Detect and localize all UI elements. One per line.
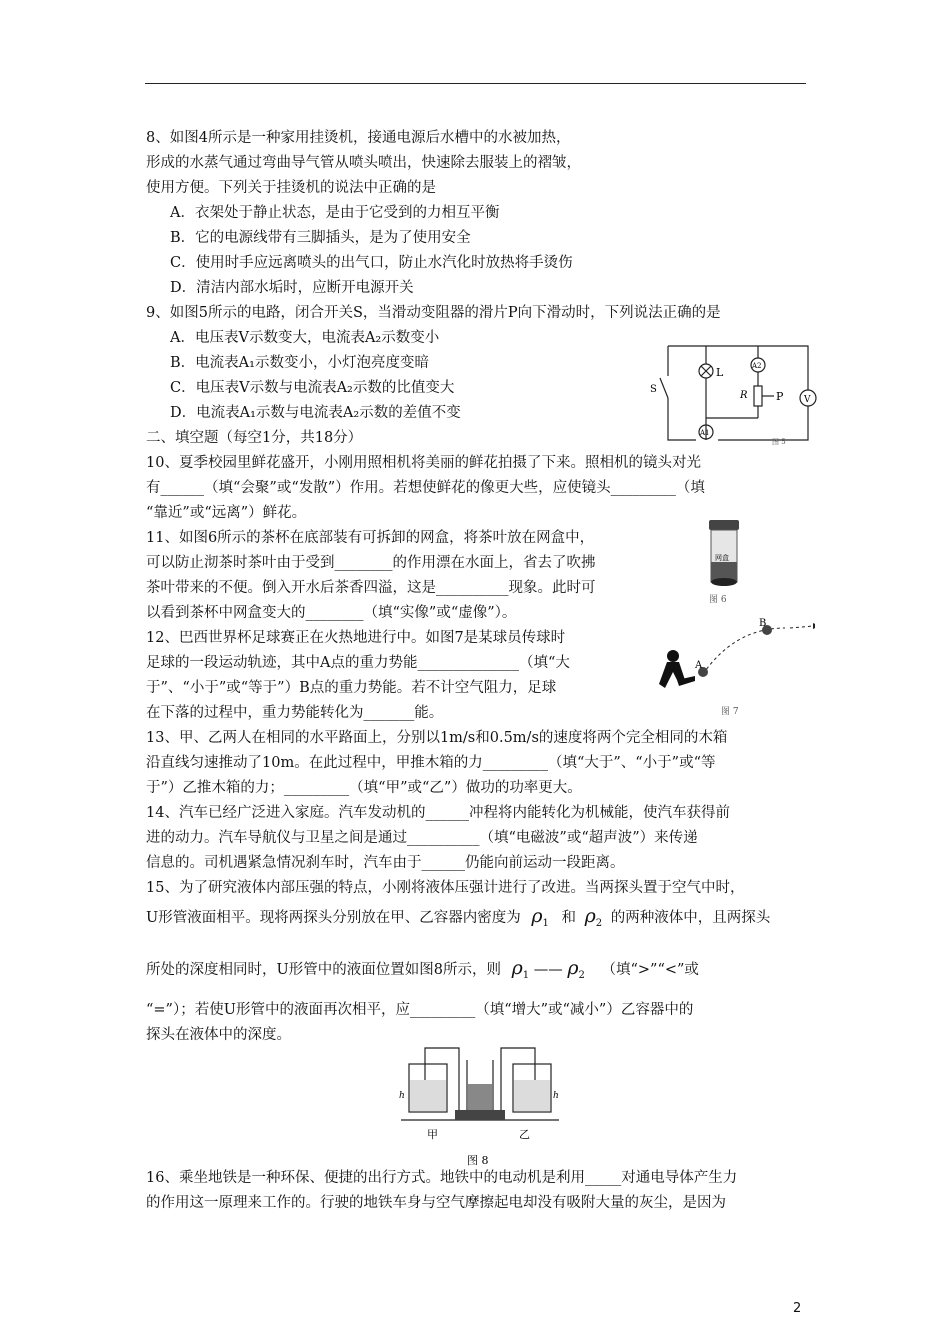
depth-right-label: h	[553, 1091, 559, 1101]
net-box-label: 网盒	[715, 554, 729, 562]
voltmeter-label: V	[804, 395, 811, 405]
q8-line-1: 8、如图4所示是一种家用挂烫机，接通电源后水槽中的水被加热，	[146, 130, 571, 146]
q15-text-c: 所处的深度相同时，U形管中的液面位置如图8所示，则	[146, 962, 501, 978]
player-silhouette	[659, 650, 695, 688]
figure-5-circuit	[640, 340, 825, 450]
q11-line-3: 茶叶带来的不便。倒入开水后茶香四溢，这是__________现象。此时可	[146, 580, 596, 596]
rho-symbol: ρ	[511, 957, 523, 979]
q9-option-c: C．电压表V示数与电流表A₂示数的比值变大	[170, 380, 455, 396]
header-rule	[145, 83, 806, 84]
rho-sub: 1	[522, 969, 530, 981]
q11-line-1: 11、如图6所示的茶杯在底部装有可拆卸的网盒，将茶叶放在网盒中，	[146, 530, 595, 546]
q8-line-2: 形成的水蒸气通过弯曲导气管从喷头喷出，快速除去服装上的褶皱，	[146, 155, 581, 171]
q15-text-d: （填“>”“<”或	[601, 962, 699, 978]
q9-option-b: B．电流表A₁示数变小，小灯泡亮度变暗	[170, 355, 429, 371]
q16-line-2: 的作用这一原理来工作的。行驶的地铁车身与空气摩擦起电却没有吸附大量的灰尘，是因为	[146, 1195, 726, 1211]
rho-sub: 2	[595, 917, 603, 929]
q14-line-2: 进的动力。汽车导航仪与卫星之间是通过__________（填“电磁波”或“超声波”）来传递	[146, 830, 698, 846]
q15-and: 和	[561, 910, 576, 926]
q13-line-1: 13、甲、乙两人在相同的水平路面上，分别以1m/s和0.5m/s的速度将两个完全相同的木箱	[146, 730, 728, 746]
figure-7-trajectory	[655, 618, 815, 718]
rho-symbol: ρ	[531, 905, 543, 927]
q8-option-c: C．使用时手应远离喷头的出气口，防止水汽化时放热将手烫伤	[170, 255, 573, 271]
container-right-label: 乙	[519, 1128, 530, 1141]
container-left-label: 甲	[427, 1128, 438, 1141]
q14-line-1: 14、汽车已经广泛进入家庭。汽车发动机的______冲程将内能转化为机械能，使汽车获得前	[146, 805, 730, 821]
switch-label: S	[650, 384, 657, 395]
page-number: 2	[793, 1301, 802, 1316]
q14-line-3: 信息的。司机遇紧急情况刹车时，汽车由于______仍能向前运动一段距离。	[146, 855, 625, 871]
q15-line-4: “=”）；若使U形管中的液面再次相平，应_________（填“增大”或“减小”）乙容器中的	[146, 1002, 694, 1018]
q10-line-3: “靠近”或“远离”）鲜花。	[146, 505, 307, 521]
q15-line-5: 探头在液体中的深度。	[146, 1027, 291, 1043]
figure-8-pressure-gauge	[395, 1040, 565, 1170]
figure-7-caption: 图 7	[721, 707, 739, 717]
q11-line-2: 可以防止沏茶时茶叶由于受到________的作用漂在水面上，省去了吹拂	[146, 555, 596, 571]
q12-line-1: 12、巴西世界杯足球赛正在火热地进行中。如图7是某球员传球时	[146, 630, 566, 646]
q9-option-a: A．电压表V示数变大，电流表A₂示数变小	[170, 330, 440, 346]
q13-line-2: 沿直线匀速推动了10m。在此过程中，甲推木箱的力_________（填“大于”、“小于”或“等	[146, 755, 716, 771]
slider-label: P	[776, 390, 784, 403]
point-b-label: B	[759, 618, 767, 629]
rho-symbol: ρ	[584, 905, 596, 927]
figure-6-caption: 图 6	[709, 595, 727, 605]
figure-5-caption: 图 5	[772, 438, 786, 446]
section-heading: 二、填空题（每空1分，共18分）	[146, 430, 363, 446]
answer-blank: ——	[533, 962, 563, 978]
ammeter-1-label: A1	[700, 429, 710, 437]
q15-text-b: 的两种液体中，且两探头	[610, 910, 771, 926]
q12-line-3: 于”、“小于”或“等于”）B点的重力势能。若不计空气阻力，足球	[146, 680, 557, 696]
q8-line-3: 使用方便。下列关于挂烫机的说法中正确的是	[146, 180, 436, 196]
q8-option-a: A．衣架处于静止状态，是由于它受到的力相互平衡	[170, 205, 500, 221]
q15-text-a: U形管液面相平。现将两探头分别放在甲、乙容器内密度为	[146, 910, 521, 926]
rho-sub: 2	[578, 969, 585, 981]
q15-line-3	[146, 958, 699, 986]
q12-line-2: 足球的一段运动轨迹，其中A点的重力势能______________（填“大	[146, 655, 570, 671]
depth-left-label: h	[399, 1091, 405, 1101]
q9-option-d: D．电流表A₁示数与电流表A₂示数的差值不变	[170, 405, 461, 421]
q11-line-4: 以看到茶杯中网盒变大的________（填“实像”或“虚像”）。	[146, 605, 517, 621]
q16-line-1: 16、乘坐地铁是一种环保、便捷的出行方式。地铁中的电动机是利用_____对通电导体产生力	[146, 1170, 738, 1186]
q12-line-4: 在下落的过程中，重力势能转化为_______能。	[146, 705, 444, 721]
q8-option-d: D．清洁内部水垢时，应断开电源开关	[170, 280, 414, 296]
lamp-label: L	[716, 366, 724, 379]
q15-line-2	[146, 906, 770, 934]
figure-8-caption: 图 8	[467, 1154, 489, 1167]
resistor-label: R	[740, 390, 748, 401]
q10-line-1: 10、夏季校园里鲜花盛开，小刚用照相机将美丽的鲜花拍摄了下来。照相机的镜头对光	[146, 455, 701, 471]
rho-sub: 1	[542, 917, 549, 929]
point-a-label: A	[695, 660, 703, 671]
q10-line-2: 有______（填“会聚”或“发散”）作用。若想使鲜花的像更大些，应使镜头_________（填	[146, 480, 705, 496]
rho-symbol: ρ	[567, 957, 579, 979]
figure-6-cup	[695, 518, 750, 613]
q8-option-b: B．它的电源线带有三脚插头，是为了使用安全	[170, 230, 471, 246]
q9-stem: 9、如图5所示的电路，闭合开关S，当滑动变阻器的滑片P向下滑动时，下列说法正确的是	[146, 305, 721, 321]
q13-line-3: 于”）乙推木箱的力；_________（填“甲”或“乙”）做功的功率更大。	[146, 780, 582, 796]
q15-line-1: 15、为了研究液体内部压强的特点，小刚将液体压强计进行了改进。当两探头置于空气中时，	[146, 880, 745, 896]
ammeter-2-label: A2	[752, 362, 762, 370]
